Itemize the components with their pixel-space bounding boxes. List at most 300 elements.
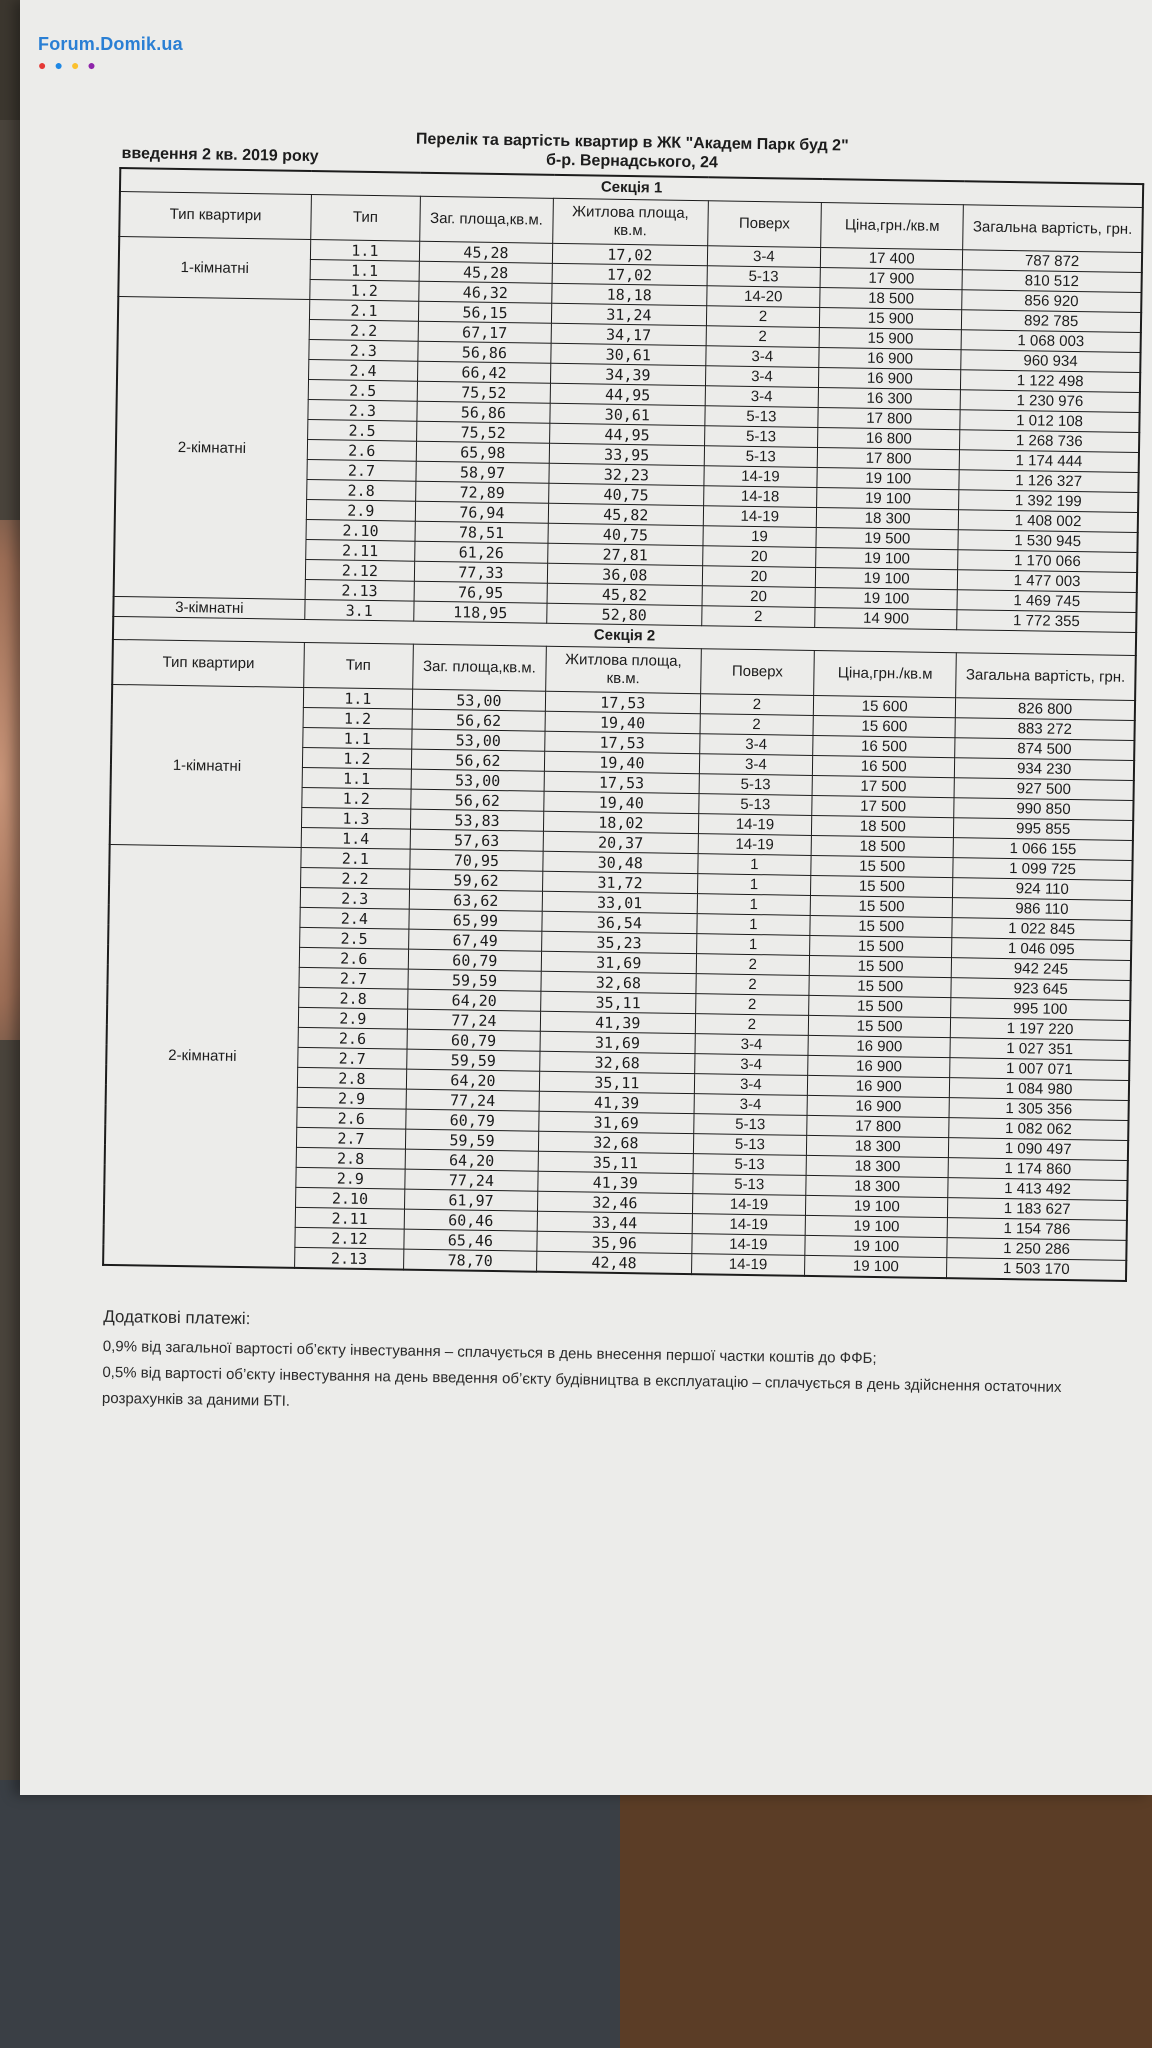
total-cost-cell: 1 154 786 xyxy=(947,1218,1127,1241)
total-cost-cell: 1 408 002 xyxy=(959,510,1139,533)
floor-cell: 14-19 xyxy=(692,1194,806,1216)
price-cell: 19 500 xyxy=(816,527,958,549)
total-cost-cell: 1 126 327 xyxy=(959,470,1139,493)
header-total-cost: Загальна вартість, грн. xyxy=(963,205,1143,253)
watermark-dots: ●●●● xyxy=(38,57,104,73)
floor-cell: 3-4 xyxy=(694,1094,808,1116)
plan-cell: 2.6 xyxy=(299,947,408,969)
price-cell: 19 100 xyxy=(805,1255,947,1278)
total-area-cell: 76,94 xyxy=(415,501,549,523)
header-plan: Тип xyxy=(311,195,420,242)
plan-cell: 2.1 xyxy=(309,300,418,322)
total-area-cell: 67,49 xyxy=(408,929,542,951)
total-area-cell: 75,52 xyxy=(417,381,551,403)
plan-cell: 2.8 xyxy=(296,1147,405,1169)
price-cell: 15 500 xyxy=(811,875,953,897)
living-area-cell: 31,72 xyxy=(543,871,698,893)
total-area-cell: 60,79 xyxy=(407,1029,541,1051)
price-cell: 19 100 xyxy=(805,1215,947,1237)
header-type: Тип квартири xyxy=(112,639,304,687)
document-sheet xyxy=(20,0,1152,1795)
floor-cell: 5-13 xyxy=(693,1114,807,1136)
floor-cell: 2 xyxy=(706,326,820,348)
floor-cell: 5-13 xyxy=(704,406,818,428)
living-area-cell: 41,39 xyxy=(540,1011,695,1033)
living-area-cell: 18,02 xyxy=(544,811,699,833)
price-cell: 15 900 xyxy=(820,308,962,330)
living-area-cell: 41,39 xyxy=(538,1171,693,1193)
plan-cell: 1.1 xyxy=(310,260,419,282)
total-area-cell: 56,62 xyxy=(410,789,544,811)
plan-cell: 2.3 xyxy=(308,399,417,421)
floor-cell: 1 xyxy=(697,894,811,916)
total-cost-cell: 995 855 xyxy=(954,818,1134,841)
plan-cell: 2.9 xyxy=(298,1007,407,1029)
apartments-table xyxy=(102,167,1144,1282)
floor-cell: 1 xyxy=(696,934,810,956)
price-cell: 17 800 xyxy=(818,408,960,430)
living-area-cell: 40,75 xyxy=(548,523,703,545)
floor-cell: 14-19 xyxy=(703,506,817,528)
total-cost-cell: 1 046 095 xyxy=(952,938,1132,961)
price-cell: 15 500 xyxy=(809,995,951,1017)
total-cost-cell: 995 100 xyxy=(951,998,1131,1021)
total-area-cell: 56,86 xyxy=(418,341,552,363)
floor-cell: 3-4 xyxy=(694,1074,808,1096)
total-area-cell: 77,24 xyxy=(407,1009,541,1031)
document-title: Перелік та вартість квартир в ЖК "Академ Парк буд 2" xyxy=(415,130,849,155)
total-area-cell: 72,89 xyxy=(415,481,549,503)
plan-cell: 2.3 xyxy=(300,887,409,909)
plan-cell: 1.1 xyxy=(302,767,411,789)
total-area-cell: 118,95 xyxy=(413,601,547,623)
living-area-cell: 33,95 xyxy=(549,443,704,465)
total-area-cell: 65,99 xyxy=(409,909,543,931)
floor-cell: 3-4 xyxy=(699,754,813,776)
floor-cell: 20 xyxy=(702,546,816,568)
floor-cell: 2 xyxy=(695,1014,809,1036)
total-cost-cell: 1 477 003 xyxy=(958,570,1138,593)
plan-cell: 2.2 xyxy=(309,319,418,341)
living-area-cell: 36,54 xyxy=(542,911,697,933)
price-cell: 16 900 xyxy=(808,1075,950,1097)
total-area-cell: 57,63 xyxy=(410,829,544,851)
commissioning-date: введення 2 кв. 2019 року xyxy=(121,145,319,166)
plan-cell: 1.4 xyxy=(301,827,410,849)
floor-cell: 1 xyxy=(697,854,811,876)
total-area-cell: 77,33 xyxy=(414,561,548,583)
apartment-type-cell: 1-кімнатні xyxy=(110,684,304,847)
plan-cell: 2.7 xyxy=(299,967,408,989)
header-total-area: Заг. площа,кв.м. xyxy=(419,196,553,243)
living-area-cell: 32,68 xyxy=(539,1131,694,1153)
background-cloth xyxy=(0,1780,720,2048)
plan-cell: 1.1 xyxy=(310,240,419,262)
living-area-cell: 45,82 xyxy=(547,583,702,605)
plan-cell: 2.7 xyxy=(307,459,416,481)
price-cell: 15 600 xyxy=(814,695,956,717)
watermark-text: Forum.Domik.ua xyxy=(38,34,183,54)
document-content xyxy=(100,125,1145,1428)
floor-cell: 14-20 xyxy=(706,286,820,308)
plan-cell: 2.6 xyxy=(298,1027,407,1049)
floor-cell: 3-4 xyxy=(694,1054,808,1076)
plan-cell: 2.13 xyxy=(295,1247,404,1269)
living-area-cell: 31,69 xyxy=(540,1031,695,1053)
total-area-cell: 65,98 xyxy=(416,441,550,463)
header-total-area: Заг. площа,кв.м. xyxy=(412,644,546,691)
total-area-cell: 53,00 xyxy=(412,689,546,711)
total-cost-cell: 1 530 945 xyxy=(958,530,1138,553)
price-cell: 15 500 xyxy=(811,855,953,877)
total-area-cell: 66,42 xyxy=(417,361,551,383)
floor-cell: 14-19 xyxy=(691,1234,805,1256)
floor-cell: 2 xyxy=(696,954,810,976)
apartment-type-cell: 2-кімнатні xyxy=(103,844,301,1267)
floor-cell: 5-13 xyxy=(704,426,818,448)
living-area-cell: 17,53 xyxy=(545,731,700,753)
living-area-cell: 19,40 xyxy=(545,751,700,773)
living-area-cell: 30,61 xyxy=(551,343,706,365)
living-area-cell: 34,17 xyxy=(551,323,706,345)
living-area-cell: 30,61 xyxy=(550,403,705,425)
floor-cell: 3-4 xyxy=(707,246,821,268)
plan-cell: 2.10 xyxy=(306,519,415,541)
total-cost-cell: 1 413 492 xyxy=(948,1178,1128,1201)
plan-cell: 2.11 xyxy=(295,1207,404,1229)
plan-cell: 2.4 xyxy=(309,359,418,381)
total-cost-cell: 1 099 725 xyxy=(953,858,1133,881)
total-cost-cell: 1 230 976 xyxy=(960,390,1140,413)
total-cost-cell: 874 500 xyxy=(955,738,1135,761)
floor-cell: 1 xyxy=(697,874,811,896)
total-area-cell: 64,20 xyxy=(407,989,541,1011)
total-cost-cell: 1 090 497 xyxy=(949,1138,1129,1161)
header-floor: Поверх xyxy=(707,201,821,248)
living-area-cell: 31,24 xyxy=(552,303,707,325)
total-cost-cell: 1 268 736 xyxy=(960,430,1140,453)
plan-cell: 2.11 xyxy=(306,539,415,561)
living-area-cell: 44,95 xyxy=(550,383,705,405)
living-area-cell: 17,02 xyxy=(552,263,707,285)
total-area-cell: 63,62 xyxy=(409,889,543,911)
total-area-cell: 59,59 xyxy=(405,1129,539,1151)
total-cost-cell: 1 174 860 xyxy=(948,1158,1128,1181)
total-area-cell: 58,97 xyxy=(416,461,550,483)
floor-cell: 14-19 xyxy=(692,1214,806,1236)
price-cell: 18 500 xyxy=(812,815,954,837)
price-cell: 16 900 xyxy=(808,1055,950,1077)
total-cost-cell: 1 170 066 xyxy=(958,550,1138,573)
living-area-cell: 32,68 xyxy=(541,971,696,993)
total-cost-cell: 986 110 xyxy=(952,898,1132,921)
floor-cell: 3-4 xyxy=(705,346,819,368)
header-living-area: Житлова площа, кв.м. xyxy=(553,198,708,245)
living-area-cell: 19,40 xyxy=(544,791,699,813)
plan-cell: 2.8 xyxy=(307,479,416,501)
total-cost-cell: 942 245 xyxy=(951,958,1131,981)
living-area-cell: 27,81 xyxy=(548,543,703,565)
price-cell: 15 600 xyxy=(813,715,955,737)
price-cell: 16 900 xyxy=(819,368,961,390)
living-area-cell: 34,39 xyxy=(551,363,706,385)
total-cost-cell: 1 082 062 xyxy=(949,1118,1129,1141)
header-type: Тип квартири xyxy=(119,192,311,240)
floor-cell: 3-4 xyxy=(699,734,813,756)
floor-cell: 1 xyxy=(696,914,810,936)
price-cell: 18 500 xyxy=(811,835,953,857)
price-cell: 15 500 xyxy=(810,915,952,937)
plan-cell: 2.4 xyxy=(300,907,409,929)
apartment-type-cell: 1-кімнатні xyxy=(118,237,310,300)
plan-cell: 2.5 xyxy=(308,419,417,441)
total-area-cell: 59,59 xyxy=(406,1049,540,1071)
plan-cell: 1.1 xyxy=(303,687,412,709)
total-area-cell: 77,24 xyxy=(405,1169,539,1191)
total-area-cell: 76,95 xyxy=(414,581,548,603)
floor-cell: 20 xyxy=(702,566,816,588)
total-area-cell: 64,20 xyxy=(405,1149,539,1171)
price-cell: 16 500 xyxy=(813,735,955,757)
plan-cell: 3.1 xyxy=(305,599,414,621)
living-area-cell: 35,11 xyxy=(540,1071,695,1093)
floor-cell: 14-18 xyxy=(703,486,817,508)
total-cost-cell: 787 872 xyxy=(963,250,1143,273)
total-area-cell: 60,46 xyxy=(404,1209,538,1231)
price-cell: 17 800 xyxy=(807,1115,949,1137)
plan-cell: 2.10 xyxy=(296,1187,405,1209)
plan-cell: 1.3 xyxy=(301,807,410,829)
plan-cell: 1.2 xyxy=(302,787,411,809)
total-cost-cell: 1 183 627 xyxy=(948,1198,1128,1221)
living-area-cell: 30,48 xyxy=(543,851,698,873)
plan-cell: 2.8 xyxy=(297,1067,406,1089)
living-area-cell: 31,69 xyxy=(539,1111,694,1133)
total-cost-cell: 1 068 003 xyxy=(961,330,1141,353)
floor-cell: 2 xyxy=(695,994,809,1016)
floor-cell: 14-19 xyxy=(698,834,812,856)
total-area-cell: 75,52 xyxy=(416,421,550,443)
total-cost-cell: 923 645 xyxy=(951,978,1131,1001)
price-cell: 15 500 xyxy=(809,955,951,977)
price-cell: 17 500 xyxy=(812,775,954,797)
plan-cell: 2.6 xyxy=(297,1107,406,1129)
total-area-cell: 53,00 xyxy=(411,769,545,791)
total-cost-cell: 883 272 xyxy=(955,718,1135,741)
living-area-cell: 44,95 xyxy=(550,423,705,445)
total-area-cell: 78,51 xyxy=(415,521,549,543)
total-area-cell: 56,62 xyxy=(411,749,545,771)
plan-cell: 2.12 xyxy=(305,559,414,581)
total-cost-cell: 856 920 xyxy=(962,290,1142,313)
price-cell: 15 500 xyxy=(809,975,951,997)
total-area-cell: 70,95 xyxy=(410,849,544,871)
price-cell: 19 100 xyxy=(816,567,958,589)
total-cost-cell: 1 007 071 xyxy=(950,1058,1130,1081)
floor-cell: 2 xyxy=(706,306,820,328)
total-cost-cell: 1 174 444 xyxy=(959,450,1139,473)
floor-cell: 3-4 xyxy=(705,366,819,388)
additional-payments-heading: Додаткові платежі: xyxy=(103,1306,251,1329)
header-price: Ціна,грн./кв.м xyxy=(814,650,957,697)
header-plan: Тип xyxy=(304,642,413,689)
total-area-cell: 61,26 xyxy=(414,541,548,563)
floor-cell: 2 xyxy=(700,714,814,736)
header-living-area: Житлова площа, кв.м. xyxy=(546,646,701,693)
plan-cell: 2.7 xyxy=(298,1047,407,1069)
plan-cell: 2.3 xyxy=(309,339,418,361)
floor-cell: 20 xyxy=(702,586,816,608)
total-area-cell: 61,97 xyxy=(404,1189,538,1211)
plan-cell: 2.7 xyxy=(296,1127,405,1149)
price-cell: 19 100 xyxy=(817,467,959,489)
price-cell: 16 900 xyxy=(819,348,961,370)
apartment-type-cell: 3-кімнатні xyxy=(113,596,305,619)
total-area-cell: 45,28 xyxy=(419,241,553,263)
living-area-cell: 33,01 xyxy=(542,891,697,913)
floor-cell: 14-19 xyxy=(703,466,817,488)
living-area-cell: 35,23 xyxy=(542,931,697,953)
price-cell: 17 400 xyxy=(821,248,963,270)
living-area-cell: 20,37 xyxy=(543,831,698,853)
living-area-cell: 35,11 xyxy=(541,991,696,1013)
price-cell: 18 300 xyxy=(807,1135,949,1157)
living-area-cell: 40,75 xyxy=(549,483,704,505)
plan-cell: 2.2 xyxy=(301,867,410,889)
living-area-cell: 32,23 xyxy=(549,463,704,485)
section-title: Секція 1 xyxy=(120,168,1143,208)
total-cost-cell: 826 800 xyxy=(956,698,1136,721)
living-area-cell: 32,68 xyxy=(540,1051,695,1073)
plan-cell: 2.9 xyxy=(306,499,415,521)
plan-cell: 1.2 xyxy=(310,280,419,302)
additional-payments xyxy=(102,1304,1127,1428)
floor-cell: 5-13 xyxy=(707,266,821,288)
header-total-cost: Загальна вартість, грн. xyxy=(956,653,1136,701)
plan-cell: 2.5 xyxy=(300,927,409,949)
total-area-cell: 56,86 xyxy=(417,401,551,423)
total-area-cell: 64,20 xyxy=(406,1069,540,1091)
total-cost-cell: 892 785 xyxy=(962,310,1142,333)
price-cell: 17 900 xyxy=(820,268,962,290)
living-area-cell: 35,96 xyxy=(537,1231,692,1253)
total-area-cell: 46,32 xyxy=(418,281,552,303)
price-cell: 16 900 xyxy=(807,1095,949,1117)
living-area-cell: 52,80 xyxy=(547,603,702,625)
price-cell: 18 300 xyxy=(806,1155,948,1177)
header-price: Ціна,грн./кв.м xyxy=(821,203,964,250)
total-area-cell: 67,17 xyxy=(418,321,552,343)
price-cell: 14 900 xyxy=(815,607,957,629)
floor-cell: 2 xyxy=(700,694,814,716)
price-cell: 16 800 xyxy=(818,428,960,450)
total-cost-cell: 1 392 199 xyxy=(959,490,1139,513)
watermark-logo xyxy=(38,34,183,73)
total-area-cell: 59,59 xyxy=(408,969,542,991)
living-area-cell: 32,46 xyxy=(538,1191,693,1213)
price-cell: 19 100 xyxy=(817,487,959,509)
plan-cell: 1.2 xyxy=(302,747,411,769)
price-cell: 15 500 xyxy=(810,935,952,957)
total-cost-cell: 1 012 108 xyxy=(960,410,1140,433)
living-area-cell: 17,02 xyxy=(553,243,708,265)
living-area-cell: 35,11 xyxy=(538,1151,693,1173)
total-cost-cell: 1 122 498 xyxy=(961,370,1141,393)
total-area-cell: 53,83 xyxy=(410,809,544,831)
floor-cell: 14-19 xyxy=(698,814,812,836)
price-cell: 16 300 xyxy=(818,388,960,410)
apartments-table-body xyxy=(103,168,1143,1281)
living-area-cell: 18,18 xyxy=(552,283,707,305)
price-cell: 17 800 xyxy=(817,447,959,469)
total-cost-cell: 810 512 xyxy=(962,270,1142,293)
floor-cell: 5-13 xyxy=(692,1174,806,1196)
total-cost-cell: 934 230 xyxy=(955,758,1135,781)
total-cost-cell: 1 305 356 xyxy=(949,1098,1129,1121)
price-cell: 19 100 xyxy=(806,1195,948,1217)
floor-cell: 5-13 xyxy=(698,794,812,816)
apartment-type-cell: 2-кімнатні xyxy=(114,296,310,599)
total-area-cell: 60,79 xyxy=(405,1109,539,1131)
total-cost-cell: 990 850 xyxy=(954,798,1134,821)
plan-cell: 2.1 xyxy=(301,847,410,869)
additional-payment-line: 0,5% від вартості об’єкту інвестування на день введення об’єкту будівництва в експлуатацію – сплачується в день здійснення остаточних розрахунків за даними БТІ. xyxy=(101,1363,1062,1410)
plan-cell: 2.8 xyxy=(299,987,408,1009)
total-cost-cell: 960 934 xyxy=(961,350,1141,373)
living-area-cell: 36,08 xyxy=(547,563,702,585)
price-cell: 15 900 xyxy=(819,328,961,350)
price-cell: 16 900 xyxy=(808,1035,950,1057)
plan-cell: 2.6 xyxy=(307,439,416,461)
price-cell: 15 500 xyxy=(808,1015,950,1037)
living-area-cell: 31,69 xyxy=(541,951,696,973)
living-area-cell: 33,44 xyxy=(537,1211,692,1233)
price-cell: 18 500 xyxy=(820,288,962,310)
living-area-cell: 17,53 xyxy=(544,771,699,793)
living-area-cell: 45,82 xyxy=(548,503,703,525)
total-cost-cell: 1 022 845 xyxy=(952,918,1132,941)
plan-cell: 1.2 xyxy=(303,707,412,729)
total-area-cell: 78,70 xyxy=(403,1249,537,1272)
living-area-cell: 42,48 xyxy=(537,1251,692,1274)
plan-cell: 1.1 xyxy=(303,727,412,749)
total-cost-cell: 1 469 745 xyxy=(957,590,1137,613)
total-cost-cell: 927 500 xyxy=(954,778,1134,801)
floor-cell: 19 xyxy=(703,526,817,548)
plan-cell: 2.12 xyxy=(295,1227,404,1249)
floor-cell: 5-13 xyxy=(704,446,818,468)
living-area-cell: 17,53 xyxy=(545,691,700,713)
floor-cell: 5-13 xyxy=(693,1134,807,1156)
living-area-cell: 41,39 xyxy=(539,1091,694,1113)
total-cost-cell: 1 503 170 xyxy=(947,1258,1127,1281)
background-desk xyxy=(620,1780,1152,2048)
price-cell: 18 300 xyxy=(816,507,958,529)
floor-cell: 5-13 xyxy=(699,774,813,796)
address: б-р. Вернадського, 24 xyxy=(545,151,719,172)
price-cell: 19 100 xyxy=(815,587,957,609)
floor-cell: 14-19 xyxy=(691,1254,805,1276)
total-cost-cell: 924 110 xyxy=(953,878,1133,901)
floor-cell: 3-4 xyxy=(695,1034,809,1056)
total-area-cell: 59,62 xyxy=(409,869,543,891)
price-cell: 17 500 xyxy=(812,795,954,817)
price-cell: 19 100 xyxy=(805,1235,947,1257)
plan-cell: 2.5 xyxy=(308,379,417,401)
price-cell: 18 300 xyxy=(806,1175,948,1197)
total-cost-cell: 1 772 355 xyxy=(957,610,1137,633)
floor-cell: 2 xyxy=(701,606,815,628)
